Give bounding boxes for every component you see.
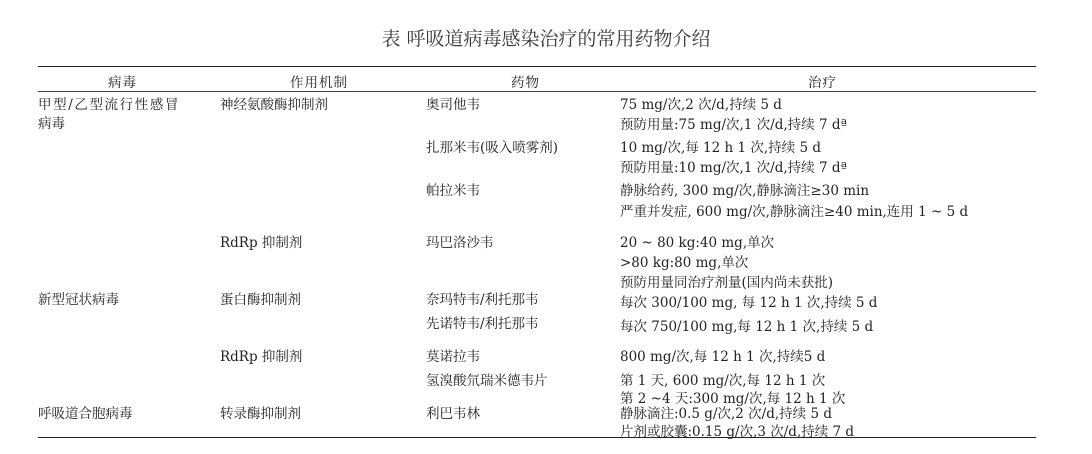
mechanism-rdrp-covid: RdRp 抑制剂	[220, 349, 303, 365]
mechanism-neuraminidase: 神经氨酸酶抑制剂	[220, 97, 328, 113]
virus-covid: 新型冠状病毒	[38, 292, 119, 308]
drug-simnotrelvir: 先诺特韦/利托那韦	[426, 316, 539, 332]
bottom-rule	[38, 437, 1036, 438]
drug-baloxavir: 玛巴洛沙韦	[426, 235, 494, 251]
treatment-line: 20 ~ 80 kg:40 mg,单次	[620, 235, 775, 251]
mechanism-protease: 蛋白酶抑制剂	[220, 292, 301, 308]
header-treatment: 治疗	[808, 75, 837, 91]
table-caption: 表 呼吸道病毒感染治疗的常用药物介绍	[381, 28, 711, 50]
treatment-line: 75 mg/次,2 次/d,持续 5 d	[620, 97, 782, 113]
treatment-line: 片剂或胶囊:0.15 g/次,3 次/d,持续 7 d	[620, 424, 855, 440]
header-drug: 药物	[511, 75, 540, 91]
treatment-line: 800 mg/次,每 12 h 1 次,持续5 d	[620, 349, 826, 365]
virus-influenza-line1: 甲型/乙型流行性感冒	[38, 97, 181, 113]
header-virus: 病毒	[108, 75, 137, 91]
treatment-line: 静脉滴注:0.5 g/次,2 次/d,持续 5 d	[620, 406, 832, 422]
mechanism-transcriptase: 转录酶抑制剂	[220, 406, 301, 422]
drug-table	[38, 66, 1036, 438]
drug-molnupiravir: 莫诺拉韦	[426, 349, 480, 365]
treatment-line: 预防用量:75 mg/次,1 次/d,持续 7 dª	[620, 117, 847, 133]
treatment-line: 预防用量同治疗剂量(国内尚未获批)	[620, 275, 834, 291]
treatment-line: >80 kg:80 mg,单次	[620, 255, 749, 271]
drug-oseltamivir: 奥司他韦	[426, 97, 480, 113]
drug-ribavirin: 利巴韦林	[426, 406, 480, 422]
drug-peramivir: 帕拉米韦	[426, 183, 480, 199]
treatment-line: 每次 750/100 mg,每 12 h 1 次,持续 5 d	[620, 319, 874, 335]
drug-nirmatrelvir: 奈玛特韦/利托那韦	[426, 292, 539, 308]
treatment-line: 严重并发症, 600 mg/次,静脉滴注≥40 min,连用 1 ~ 5 d	[620, 204, 969, 220]
treatment-line: 预防用量:10 mg/次,1 次/d,持续 7 dª	[620, 160, 847, 176]
drug-zanamivir: 扎那米韦(吸入喷雾剂)	[426, 140, 559, 156]
virus-influenza-line2: 病毒	[38, 116, 65, 132]
treatment-line: 静脉给药, 300 mg/次,静脉滴注≥30 min	[620, 183, 870, 199]
treatment-line: 第 1 天, 600 mg/次,每 12 h 1 次	[620, 373, 826, 389]
table-body	[38, 92, 1036, 440]
mechanism-rdrp-flu: RdRp 抑制剂	[220, 235, 303, 251]
treatment-line: 10 mg/次,每 12 h 1 次,持续 5 d	[620, 140, 821, 156]
header-mechanism: 作用机制	[290, 75, 348, 91]
drug-deuremidevir: 氢溴酸氘瑞米德韦片	[426, 373, 548, 389]
treatment-line: 第 2 ~4 天:300 mg/次,每 12 h 1 次	[620, 391, 846, 407]
table-header	[38, 67, 1036, 91]
virus-rsv: 呼吸道合胞病毒	[38, 406, 133, 422]
treatment-line: 每次 300/100 mg, 每 12 h 1 次,持续 5 d	[620, 295, 878, 311]
